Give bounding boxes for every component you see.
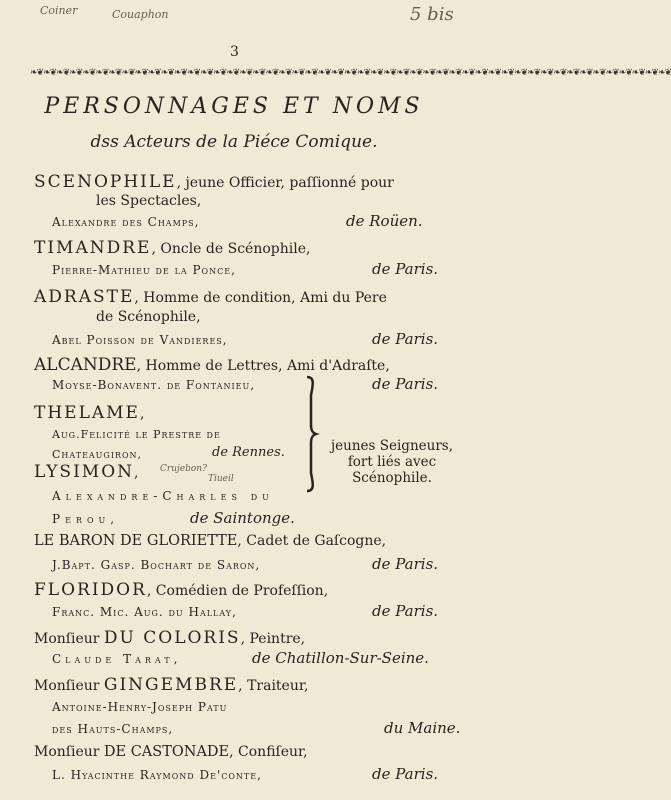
role-description: , Comédien de Profeſſion, <box>146 583 329 599</box>
annotation-top-left-2: Couaphon <box>112 8 169 21</box>
role-description: , Oncle de Scénophile, <box>151 241 311 257</box>
page-subtitle: dss Acteurs de la Piéce Comique. <box>90 132 378 152</box>
actor-name: J.Bapt. Gasp. Bochart de Saron, <box>52 558 261 572</box>
page-number: 3 <box>230 44 239 60</box>
role-prefix: Monſieur <box>34 678 100 694</box>
curly-brace <box>303 375 317 493</box>
role-description: , <box>134 465 139 481</box>
actor-name: Alexandre-Charles du <box>52 489 274 503</box>
brace-text-line: fort liés avec <box>347 454 437 470</box>
role-description: , jeune Officier, paſſionné pour <box>176 175 394 191</box>
entry-alcandre <box>34 355 390 375</box>
actor-name: Claude Tarat, <box>52 652 182 666</box>
actor-origin: de Rennes. <box>212 445 285 460</box>
actor-origin: du Maine. <box>384 719 461 737</box>
annotation-top-right: 5 bis <box>410 4 454 25</box>
entry-floridor <box>34 580 328 600</box>
actor-origin: de Paris. <box>372 375 439 393</box>
role-description: , <box>139 406 145 422</box>
entry-baron-gloriette <box>34 533 386 549</box>
brace-annotation <box>322 438 462 486</box>
role-description: , Peintre, <box>240 631 306 647</box>
actor-origin: de Paris. <box>372 602 439 620</box>
actor-name: Abel Poisson de Vandieres, <box>52 333 228 347</box>
entry-thelame <box>34 403 144 423</box>
annotation-lysimon-1: Crujebon? <box>160 464 207 474</box>
entry-du-coloris <box>34 628 305 648</box>
brace-text-line: Scénophile. <box>352 470 432 486</box>
role-description: , Cadet de Gaſcogne, <box>237 533 387 549</box>
entry-adraste <box>34 287 387 307</box>
actor-name-cont: Perou, <box>52 512 120 526</box>
role-name: SCENOPHILE <box>34 172 177 192</box>
annotation-lysimon-2: Tiueil <box>208 474 234 484</box>
role-description-cont: de Scénophile, <box>96 309 201 325</box>
page-title: PERSONNAGES ET NOMS <box>44 94 424 119</box>
actor-origin: de Paris. <box>372 260 439 278</box>
role-description-cont: les Spectacles, <box>96 193 202 209</box>
actor-origin: de Paris. <box>372 765 439 783</box>
role-name: DE CASTONADE <box>103 744 230 760</box>
actor-origin: de Saintonge. <box>190 509 295 527</box>
entry-gingembre <box>34 675 308 695</box>
actor-origin: de Roüen. <box>346 212 423 230</box>
actor-name: Pierre-Mathieu de la Ponce, <box>52 263 236 277</box>
actor-name: Alexandre des Champs, <box>52 215 200 229</box>
role-name: THELAME <box>34 403 140 423</box>
role-name: DU COLORIS <box>103 628 241 648</box>
entry-timandre <box>34 238 310 258</box>
role-description: , Traiteur, <box>238 678 309 694</box>
ornament-divider: ❧❦❧❦❧❦❧❦❧❦❧❦❧❦❧❦❧❦❧❦❧❦❧❦❧❦❧❦❧❦❧❦❧❦❧❦❧❦❧❦❧❦❧❦❧❦❧❦❧❦❧❦❧❦❧❦❧❦❧❦❧❦❧❦❧❦❧❦❧❦❧❦❧❦❧❦❧❦❧❦❧❦❧❦❧❦❧❦❧❦❧❦❧❦❧❦❧❦ <box>30 68 671 78</box>
role-name: LYSIMON <box>34 462 135 482</box>
role-description: , Homme de condition, Ami du Pere <box>134 290 387 306</box>
actor-origin: de Chatillon-Sur-Seine. <box>252 649 429 667</box>
role-name: ADRASTE <box>34 287 135 307</box>
actor-name-cont: Chateaugiron, <box>52 448 143 461</box>
role-prefix: Monſieur <box>34 744 100 760</box>
actor-name-cont: des Hauts-Champs, <box>52 722 174 736</box>
entry-lysimon <box>34 462 138 482</box>
entry-scenophile <box>34 172 394 192</box>
actor-name: Aug.Felicité le Prestre de <box>52 428 221 441</box>
role-name: GINGEMBRE <box>103 675 239 695</box>
role-description: , Confiſeur, <box>229 744 308 760</box>
actor-name: Franc. Mic. Aug. du Hallay, <box>52 605 237 619</box>
annotation-top-left-1: Coiner <box>40 4 78 17</box>
role-name: FLORIDOR <box>34 580 147 600</box>
role-name: TIMANDRE <box>34 238 152 258</box>
actor-name: Antoine-Henry-Joseph Patu <box>52 700 228 714</box>
actor-name: Moyse-Bonavent. de Fontanieu, <box>52 378 256 392</box>
actor-origin: de Paris. <box>372 555 439 573</box>
brace-text-line: jeunes Seigneurs, <box>330 438 454 454</box>
role-name: ALCANDRE <box>34 355 137 375</box>
role-prefix: Monſieur <box>34 631 100 647</box>
role-name: LE BARON DE GLORIETTE <box>34 533 238 549</box>
actor-name: L. Hyacinthe Raymond De'conte, <box>52 768 262 782</box>
role-description: , Homme de Lettres, Ami d'Adraſte, <box>136 358 390 374</box>
actor-origin: de Paris. <box>372 330 439 348</box>
entry-de-castonade <box>34 744 308 760</box>
